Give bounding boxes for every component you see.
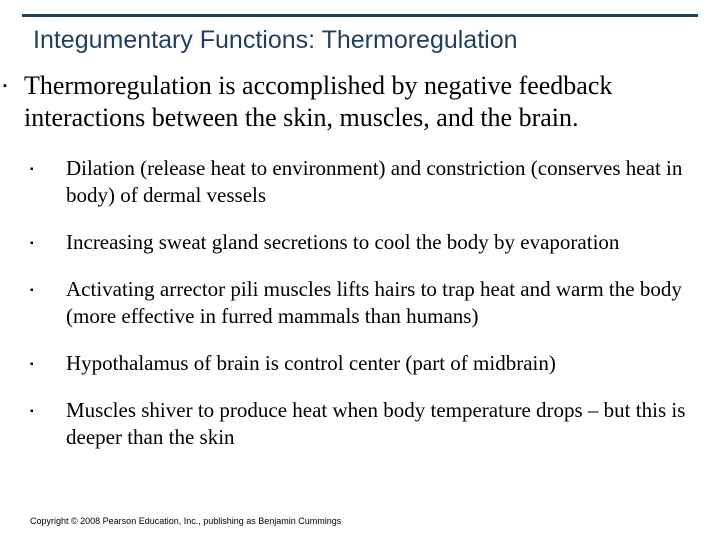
sub-point [0, 229, 715, 256]
bullet-square-icon: ▪ [3, 80, 7, 92]
sub-point-text: Activating arrector pili muscles lifts hairs to trap heat and warm the body (more effective in furred mammals than humans) [66, 277, 682, 328]
copyright-notice: Copyright © 2008 Pearson Education, Inc., publishing as Benjamin Cummings [30, 516, 342, 526]
sub-point-text: Increasing sweat gland secretions to cool the body by evaporation [66, 230, 620, 254]
sub-point [0, 397, 715, 451]
sub-point-text: Hypothalamus of brain is control center (part of midbrain) [66, 351, 556, 375]
main-point-text: Thermoregulation is accomplished by negative feedback interactions between the skin, muscles, and the brain. [24, 71, 613, 132]
slide-title: Integumentary Functions: Thermoregulation [33, 26, 518, 54]
sub-point [0, 155, 715, 209]
sub-point-text: Muscles shiver to produce heat when body temperature drops – but this is deeper than the skin [66, 398, 686, 449]
main-content [0, 70, 715, 134]
bullet-square-icon: ▪ [30, 406, 34, 417]
sub-point-text: Dilation (release heat to environment) and constriction (conserves heat in body) of dermal vessels [66, 156, 683, 207]
bullet-square-icon: ▪ [30, 164, 34, 175]
bullet-square-icon: ▪ [30, 238, 34, 249]
main-point [0, 70, 715, 134]
bullet-square-icon: ▪ [30, 285, 34, 296]
sub-point [0, 276, 715, 330]
sub-point-list [0, 155, 715, 471]
title-rule [22, 14, 698, 17]
sub-point [0, 350, 715, 377]
bullet-square-icon: ▪ [30, 359, 34, 370]
